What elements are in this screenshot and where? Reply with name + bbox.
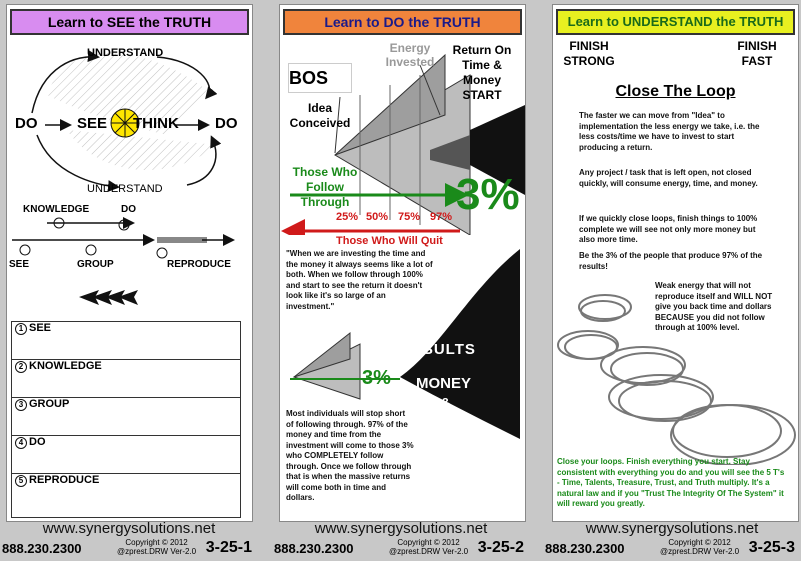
footer-panel3 (543, 520, 801, 558)
paragraph-1: The faster we can move from "Idea" to implementation the less energy we take, i.e. the less costs/time we have to invest to start producing a return. (579, 111, 760, 152)
paragraph-3: If we quickly close loops, finish things to 100% complete we will see not only more money but also more time. (579, 214, 758, 244)
amp-label: & (440, 395, 451, 412)
group-step-label: GROUP (77, 259, 114, 270)
list-item (12, 360, 240, 398)
list-item (12, 474, 240, 512)
website-link[interactable]: www.synergysolutions.net (585, 520, 759, 537)
see-label: SEE (77, 115, 108, 132)
phone-number: 888.230.2300 (274, 541, 354, 556)
step-label: DO (29, 436, 46, 448)
understand-bottom-label: UNDERSTAND (87, 183, 163, 195)
panel-see-truth (6, 4, 253, 522)
panel3-header: Learn to UNDERSTAND the TRUTH (556, 9, 795, 35)
money-label: MONEY (416, 375, 472, 392)
finish-fast-label: FINISH FAST (737, 39, 777, 68)
step-number: 5 (15, 475, 27, 487)
footer-panel2 (272, 520, 530, 558)
footer-panel1 (0, 520, 258, 558)
list-item (12, 322, 240, 360)
file-version: @zprest.DRW Ver-2.0 (660, 547, 740, 556)
quote-text: "When we are investing the time and the money it always seems like a lot of both. When we follow through 100% and start to see the return it doesn't look like it's so large of an investment." (286, 249, 433, 311)
step-number: 2 (15, 361, 27, 373)
pct-25: 25% (336, 211, 359, 223)
think-label: THINK (133, 115, 179, 132)
pct-75: 75% (398, 211, 421, 223)
results-label: RESULTS (400, 341, 476, 358)
file-version: @zprest.DRW Ver-2.0 (117, 547, 197, 556)
step-number: 4 (15, 437, 27, 449)
finish-strong-label: FINISH STRONG (563, 39, 615, 68)
panel2-header: Learn to DO the TRUTH (283, 9, 522, 35)
paragraph-4: Be the 3% of the people that produce 97% of the results! (579, 251, 763, 271)
copyright (389, 538, 468, 556)
copyright-text: Copyright © 2012 (397, 538, 460, 547)
phone-number: 888.230.2300 (545, 541, 625, 556)
see-think-diagram (7, 35, 252, 315)
idea-conceived-label: Idea Conceived (289, 101, 351, 130)
small-three-percent: 3% (362, 367, 391, 389)
loops-illustration (553, 285, 798, 465)
panel1-header: Learn to SEE the TRUTH (10, 9, 249, 35)
list-item (12, 436, 240, 474)
step-number: 1 (15, 323, 27, 335)
step-label: KNOWLEDGE (29, 360, 102, 372)
list-item (12, 398, 240, 436)
do-step-label: DO (121, 204, 136, 215)
copyright (117, 538, 196, 556)
page-code: 3-25-3 (748, 539, 795, 556)
pct-50: 50% (366, 211, 389, 223)
knowledge-label: KNOWLEDGE (23, 204, 90, 215)
quit-label: Those Who Will Quit (336, 235, 443, 247)
paragraph-2: Any project / task that is left open, not closed quickly, will consume energy, time, and money. (579, 168, 758, 188)
website-link[interactable]: www.synergysolutions.net (42, 520, 216, 537)
file-version: @zprest.DRW Ver-2.0 (389, 547, 469, 556)
do-left-label: DO (15, 115, 38, 132)
phone-number: 888.230.2300 (2, 541, 82, 556)
panel-understand-truth (552, 4, 799, 522)
time-label: TIME (424, 413, 460, 430)
copyright (660, 538, 739, 556)
step-label: SEE (29, 322, 52, 334)
page-code: 3-25-2 (477, 539, 524, 556)
bottom-text: Most individuals will stop short of following through. 97% of the money and time from the investment will come to those 3% who COMPLETELY follow through. Once we follow through that is when the massive returns will come both in time and dollars. (286, 409, 414, 502)
step-number: 3 (15, 399, 27, 411)
panel-do-truth (279, 4, 526, 522)
close-loop-title: Close The Loop (615, 83, 736, 100)
follow-through-label: Those Who Follow Through (292, 165, 358, 209)
website-link[interactable]: www.synergysolutions.net (314, 520, 488, 537)
weak-energy-text: Weak energy that will not reproduce itself and WILL NOT give you back time and dollars BECAUSE you did not follow through at 100% level. (655, 281, 773, 332)
reproduce-step-label: REPRODUCE (167, 259, 231, 270)
pct-97: 97% (430, 211, 453, 223)
do-right-label: DO (215, 115, 238, 132)
step-label: GROUP (29, 398, 70, 410)
steps-list (11, 321, 241, 518)
three-percent-label: 3% (456, 170, 520, 219)
step-label: REPRODUCE (29, 474, 100, 486)
green-closing-text: Close your loops. Finish everything you start. Stay consistent with everything you do and you will see the 5 T's - Time, Talents, Treasure, Trust, and Truth multiply. It's a natural law and if you "Trust The Integrity Of The System" it will reward you greatly. (557, 457, 785, 508)
understand-top-label: UNDERSTAND (87, 47, 164, 59)
energy-invested-label: Energy Invested (385, 41, 435, 69)
copyright-text: Copyright © 2012 (668, 538, 731, 547)
return-label: Return On Time & Money START (452, 43, 512, 102)
copyright-text: Copyright © 2012 (125, 538, 188, 547)
see-step-label: SEE (9, 259, 30, 270)
bos-logo: BOS (288, 63, 352, 93)
page-code: 3-25-1 (205, 539, 252, 556)
